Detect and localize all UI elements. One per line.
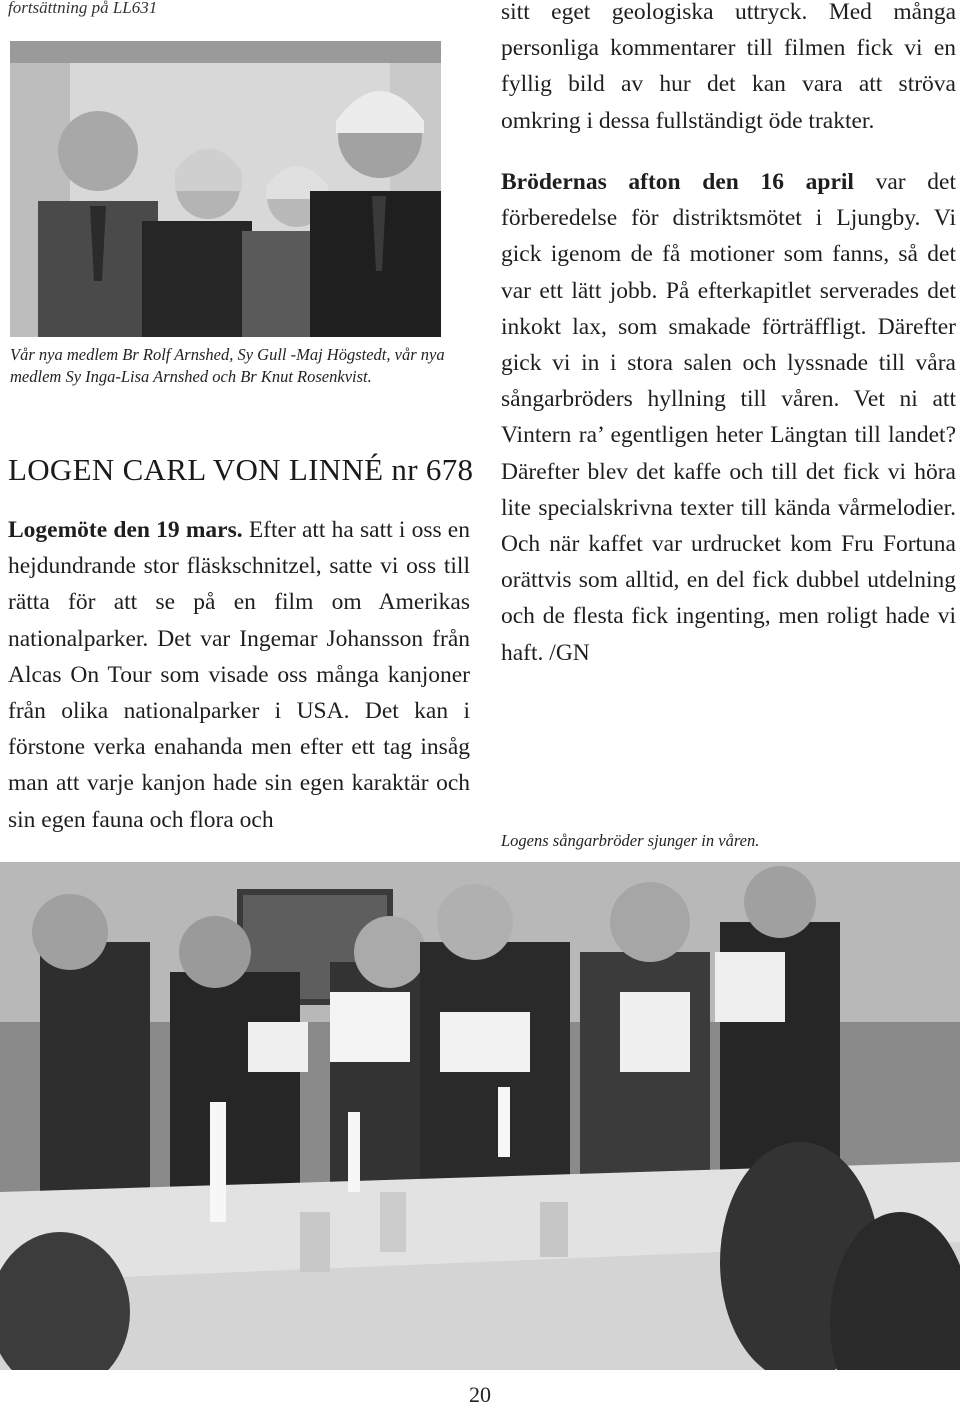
singers-photo [0,862,960,1370]
meeting-article-continued: sitt eget geologiska uttryck. Med många personliga kommentarer till filmen fick vi en fyllig bild av hur det kan vara att ströva omkring i dessa fullständigt öde trakter. [501,0,956,134]
evening-article [501,164,956,671]
page-number: 20 [469,1382,491,1407]
meeting-body: Efter att ha satt i oss en hejdundrande stor fläskschnitzel, satte vi oss till rätta för att se på en film om Amerikas nationalparker. Det var Ingemar Johansson från Alcas On Tour som visade oss många kanjoner från olika nationalparker i USA. Det kan i förstone verka enahanda men efter ett tag insåg man att varje kanjon hade sin egen karaktär och sin egen fauna och flora och [8,517,470,833]
singers-image [0,862,960,1370]
singers-caption: Logens sångarbröder sjunger in våren. [501,831,760,850]
meeting-title: Logemöte den 19 mars. [8,517,243,543]
evening-body: var det förberedelse för distriktsmötet i Ljungby. Vi gick igenom de få motioner som fanns, så det var ett lätt jobb. På efterkapitlet serverades det inkokt lax, som smakade förträffligt. Därefter gick vi in i stora salen och lyssnade till våra sångarbröders hyllning till våren. Vet ni att Vintern ra’ egentligen heter Längtan till landet? Därefter blev det kaffe och till det fick vi höra lite specialskrivna texter till kända vårmelodier. Och när kaffet var urdrucket kom Fru Fortuna orättvis som alltid, en del fick dubbel utdelning och de flesta fick ingenting, men roligt hade vi haft. /GN [501,169,956,666]
continued-note: fortsättning på LL631 [8,0,158,17]
evening-title: Brödernas afton den 16 april [501,169,854,195]
meeting-article [8,512,470,838]
group-portrait-image [10,41,441,337]
group-portrait-photo [10,41,441,337]
portrait-caption: Vår nya medlem Br Rolf Arnshed, Sy Gull -Maj Högstedt, vår nya medlem Sy Inga-Lisa Arnshed och Br Knut Rosenkvist. [10,345,445,386]
lodge-heading: LOGEN CARL VON LINNÉ nr 678 [8,452,474,487]
